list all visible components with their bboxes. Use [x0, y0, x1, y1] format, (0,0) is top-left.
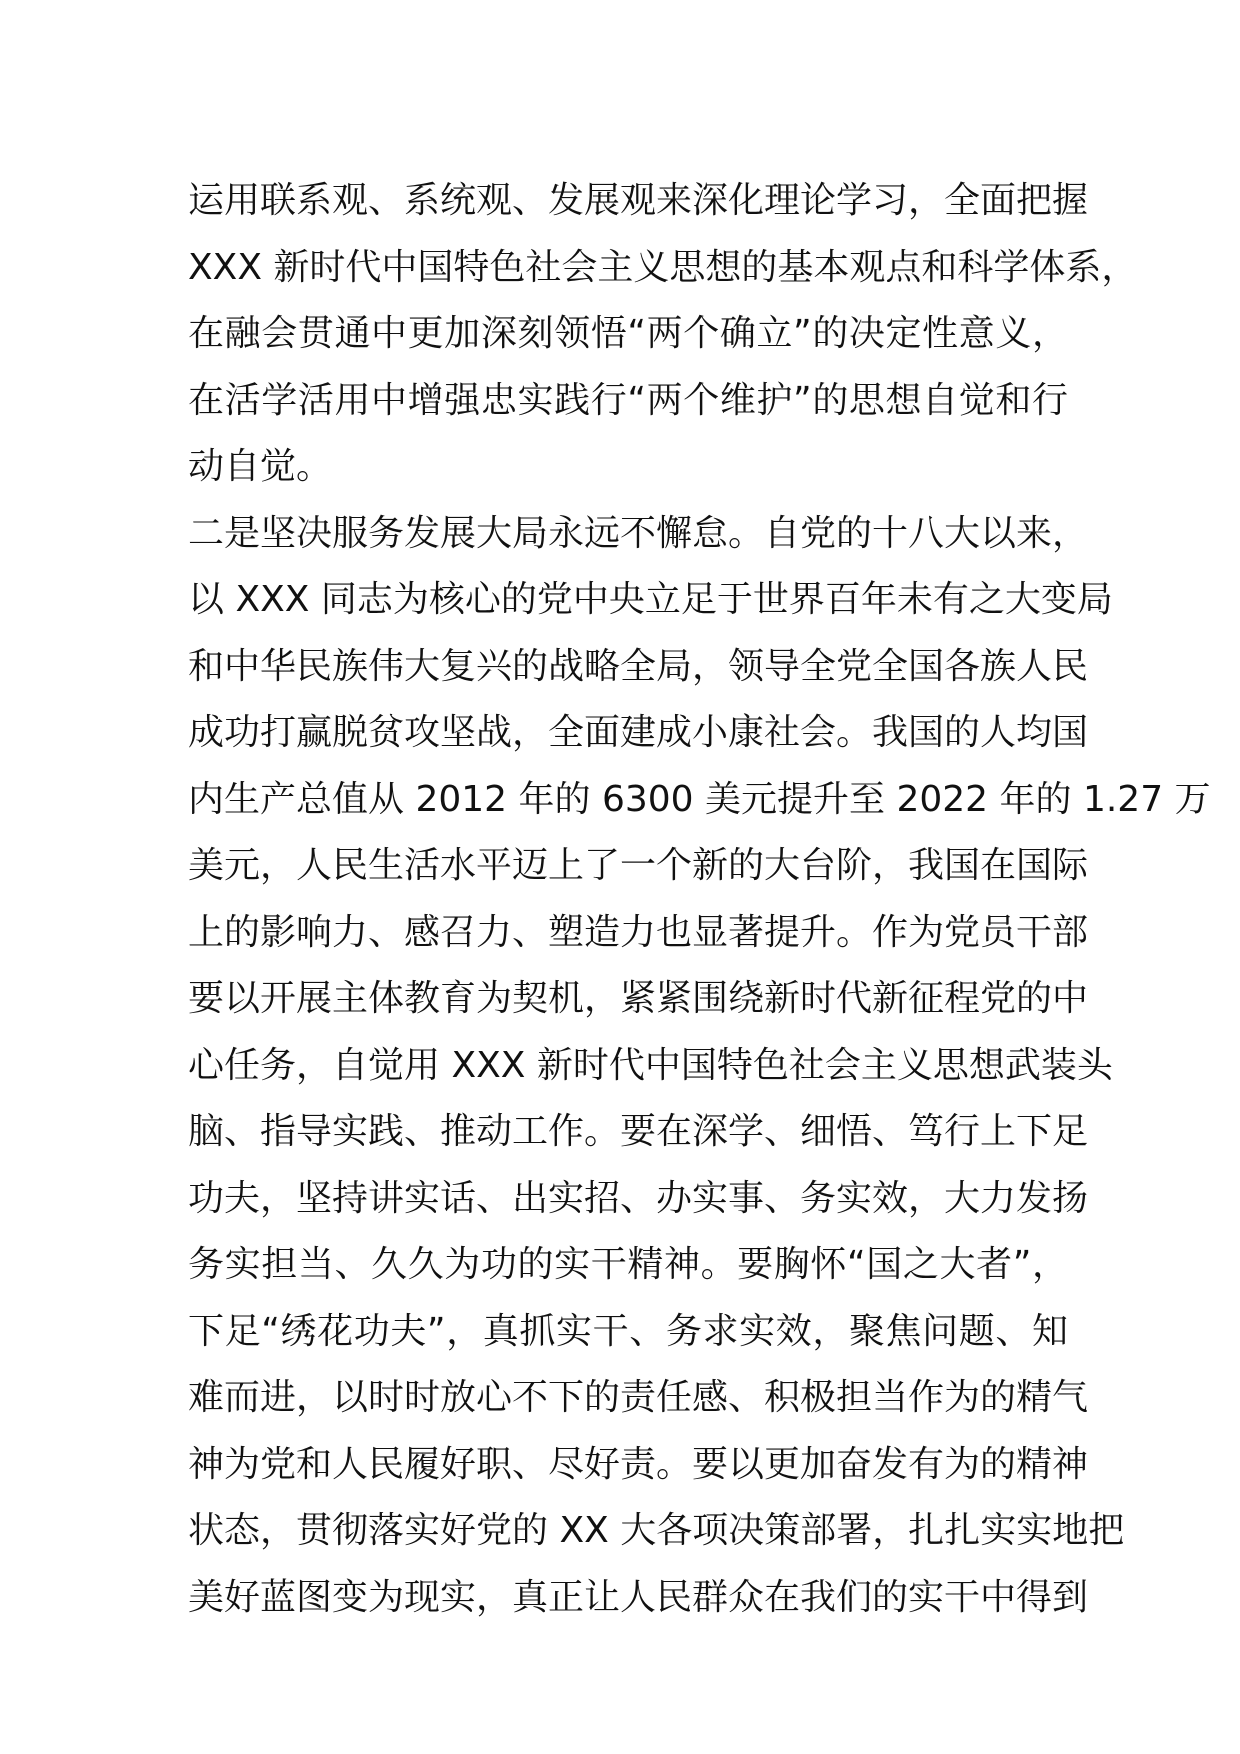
text-line: 脑、指导实践、推动工作。要在深学、细悟、笃行上下足: [188, 1111, 1089, 1152]
text-line: 神为党和人民履好职、尽好责。要以更加奋发有为的精神: [188, 1443, 1089, 1485]
paragraph-1: [188, 168, 1138, 501]
text-line: 动自觉。: [188, 446, 333, 487]
text-line: 美好蓝图变为现实，真正让人民群众在我们的实干中得到: [188, 1576, 1089, 1618]
text-line: 在活学活用中增强忠实践行“两个维护”的思想自觉和行: [188, 379, 1068, 421]
text-line: XXX 新时代中国特色社会主义思想的基本观点和科学体系，: [188, 246, 1138, 288]
text-line: 上的影响力、感召力、塑造力也显著提升。作为党员干部: [188, 911, 1089, 953]
text-line: 和中华民族伟大复兴的战略全局，领导全党全国各族人民: [188, 645, 1089, 687]
text-line: 成功打赢脱贫攻坚战，全面建成小康社会。我国的人均国: [188, 712, 1089, 753]
text-line: 二是坚决服务发展大局永远不懈怠。自党的十八大以来，: [188, 512, 1089, 554]
text-line: 在融会贯通中更加深刻领悟“两个确立”的决定性意义，: [188, 313, 1068, 354]
paragraph-2: [188, 501, 1211, 1632]
text-line: 运用联系观、系统观、发展观来深化理论学习，全面把握: [188, 180, 1089, 221]
document-body: [188, 168, 1211, 1631]
text-line: 内生产总值从 2012 年的 6300 美元提升至 2022 年的 1.27 万: [188, 778, 1211, 820]
text-line: 下足“绣花功夫”，真抓实干、务求实效，聚焦问题、知: [188, 1310, 1068, 1352]
text-line: 心任务，自觉用 XXX 新时代中国特色社会主义思想武装头: [188, 1044, 1113, 1086]
text-line: 美元，人民生活水平迈上了一个新的大台阶，我国在国际: [188, 845, 1089, 886]
text-line: 状态，贯彻落实好党的 XX 大各项决策部署，扎扎实实地把: [188, 1510, 1125, 1551]
text-line: 以 XXX 同志为核心的党中央立足于世界百年未有之大变局: [188, 579, 1113, 620]
text-line: 功夫，坚持讲实话、出实招、办实事、务实效，大力发扬: [188, 1177, 1089, 1219]
text-line: 要以开展主体教育为契机，紧紧围绕新时代新征程党的中: [188, 978, 1089, 1019]
text-line: 难而进，以时时放心不下的责任感、积极担当作为的精气: [188, 1377, 1089, 1418]
text-line: 务实担当、久久为功的实干精神。要胸怀“国之大者”，: [188, 1244, 1068, 1285]
